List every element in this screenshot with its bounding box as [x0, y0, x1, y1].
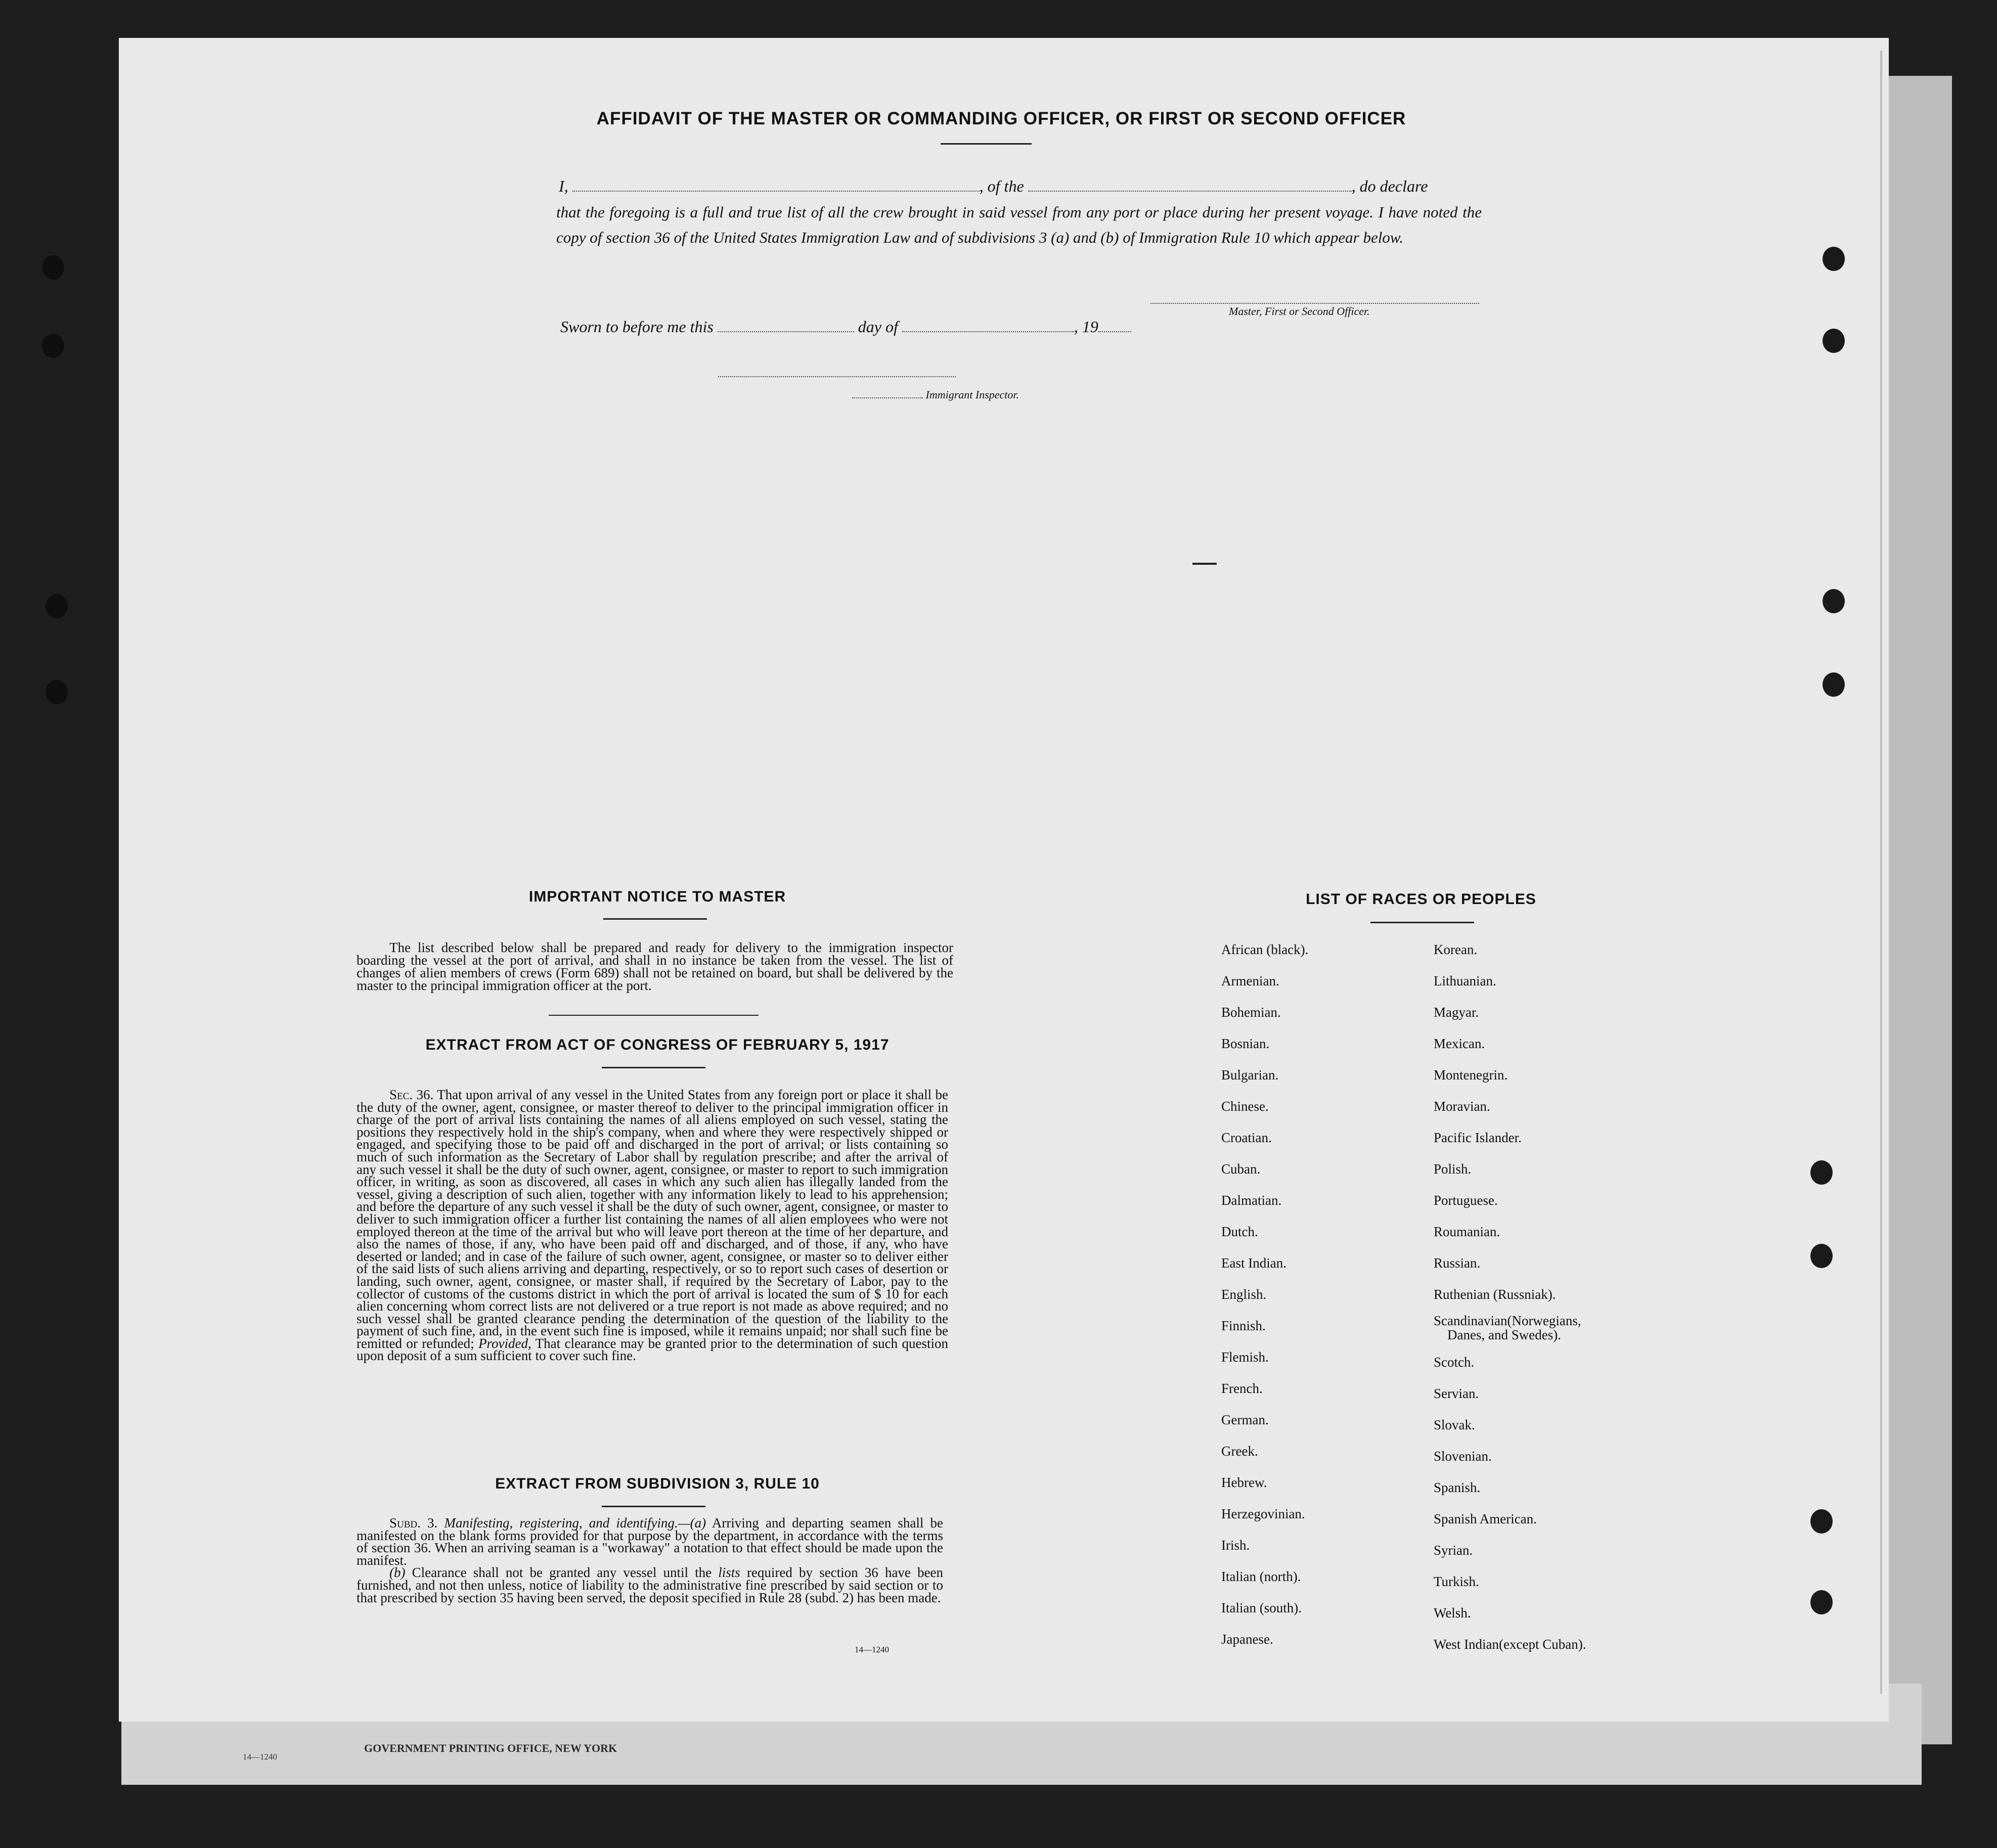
punch-hole-icon: [1810, 1590, 1833, 1614]
rule-extract-title: EXTRACT FROM SUBDIVISION 3, RULE 10: [495, 1475, 820, 1492]
race-item: Korean.: [1434, 942, 1478, 957]
punch-hole-icon: [42, 255, 64, 280]
declarant-name-field[interactable]: [572, 178, 980, 192]
race-item: Scotch.: [1434, 1355, 1475, 1370]
race-item: Dalmatian.: [1221, 1193, 1282, 1208]
race-item: Montenegrin.: [1434, 1067, 1508, 1083]
subdivision-heading: Manifesting, registering, and identifying.—(a): [444, 1515, 706, 1530]
notice-divider: [549, 1015, 759, 1016]
race-item: Herzegovinian.: [1221, 1506, 1305, 1521]
page-fold-line: [1880, 51, 1882, 1694]
race-item: Croatian.: [1221, 1130, 1272, 1145]
affidavit-title: AFFIDAVIT OF THE MASTER OR COMMANDING OFFICER, OR FIRST OR SECOND OFFICER: [596, 109, 1406, 128]
sworn-year-label: , 19: [1074, 318, 1098, 336]
inspector-signature-field[interactable]: [718, 364, 956, 377]
sworn-day-field[interactable]: [718, 319, 854, 332]
race-item: Chinese.: [1221, 1099, 1269, 1114]
races-title-rule: [1370, 922, 1474, 923]
sworn-line: [560, 318, 1131, 336]
paragraph-b-label: (b): [389, 1565, 406, 1581]
act-extract-title: EXTRACT FROM ACT OF CONGRESS OF FEBRUARY 5, 1917: [425, 1036, 890, 1053]
race-item: Greek.: [1221, 1444, 1258, 1459]
race-item: Armenian.: [1221, 973, 1279, 988]
race-item: Irish.: [1221, 1538, 1250, 1553]
sworn-day-label: day of: [858, 318, 898, 336]
master-signature-field[interactable]: [1150, 291, 1479, 304]
inspector-name-field[interactable]: [852, 390, 923, 398]
document-page: [119, 38, 1889, 1722]
declaration-start: I,: [559, 177, 568, 195]
declaration-line: [559, 177, 1428, 196]
race-item: Lithuanian.: [1434, 973, 1496, 988]
race-item: Dutch.: [1221, 1224, 1258, 1239]
notice-title: IMPORTANT NOTICE TO MASTER: [528, 888, 786, 905]
rule-extract-title-rule: [602, 1506, 705, 1507]
races-title: LIST OF RACES OR PEOPLES: [1306, 891, 1536, 908]
punch-hole-icon: [1823, 672, 1845, 697]
race-item: Polish.: [1434, 1161, 1472, 1177]
race-item: African (black).: [1221, 942, 1309, 957]
race-item: Moravian.: [1434, 1099, 1490, 1114]
race-item: Russian.: [1434, 1255, 1481, 1271]
race-item: Flemish.: [1221, 1349, 1269, 1365]
section-label: Sec. 36.: [389, 1087, 434, 1102]
race-item: Slovenian.: [1434, 1449, 1492, 1464]
punch-hole-icon: [1823, 247, 1845, 271]
race-item: German.: [1221, 1412, 1269, 1427]
race-item: Turkish.: [1434, 1574, 1479, 1589]
race-item: Mexican.: [1434, 1036, 1485, 1051]
paragraph-b-part2: required by section 36 have been furnished, and not then unless, notice of liability to the administrative fine prescribed by said section or to that prescribed by section 35 having been served, the deposit specified in Rule 28 (subd. 2) has been made.: [357, 1565, 944, 1605]
provided-label: Provided,: [478, 1335, 531, 1351]
race-item: Spanish.: [1434, 1480, 1481, 1495]
race-item: Portuguese.: [1434, 1193, 1498, 1208]
race-item: Hebrew.: [1221, 1475, 1267, 1490]
punch-hole-icon: [1823, 329, 1845, 353]
race-item: French.: [1221, 1381, 1263, 1396]
race-item: Welsh.: [1434, 1605, 1471, 1620]
inspector-label: Immigrant Inspector.: [925, 388, 1019, 401]
race-item: Bulgarian.: [1221, 1067, 1279, 1083]
vessel-name-field[interactable]: [1028, 178, 1352, 192]
race-item: Roumanian.: [1434, 1224, 1500, 1239]
sworn-prefix: Sworn to before me this: [560, 318, 714, 336]
race-item: West Indian(except Cuban).: [1434, 1637, 1586, 1652]
act-extract-title-rule: [602, 1067, 705, 1068]
punch-hole-icon: [1810, 1244, 1833, 1268]
race-item: Bosnian.: [1221, 1036, 1270, 1051]
race-item: Syrian.: [1434, 1543, 1473, 1558]
race-item: English.: [1221, 1287, 1267, 1302]
race-item: Danes, and Swedes).: [1447, 1327, 1561, 1342]
paragraph-b-part1: Clearance shall not be granted any vessel until the: [412, 1565, 712, 1581]
punch-hole-icon: [46, 680, 68, 704]
race-item: East Indian.: [1221, 1255, 1286, 1271]
section-36-text: That upon arrival of any vessel in the United States from any foreign port or place it shall be the duty of the owner, agent, consignee, or master thereof to deliver to the principal immigration officer in charge of the port of arrival lists containing the names of all aliens employed on such vessel, stating the positions they respectively hold in the ship's company, when and where they were respectively shipped or engaged, and specifying those to be paid off and discharged in the port of arrival; or lists containing so much of such information as the Secretary of Labor shall by regulation prescribe; and after the arrival of any such vessel it shall be the duty of such owner, agent, consignee, or master to report to such immigration officer, in writing, as soon as discovered, all cases in which any such alien has illegally landed from the vessel, giving a description of such alien, together with any information likely to lead to his apprehension; and before the departure of any such vessel it shall be the duty of such owner, agent, consignee, or master to deliver to such immigration officer a further list containing the names of all alien employees who were not employed thereon at the time of the arrival but who will leave port thereon at the time of her departure, and also the names of those, if any, who have been paid off and discharged, and of those, if any, who have deserted or landed; and in case of the failure of such owner, agent, consignee, or master so to deliver either of the said lists of such aliens arriving and departing, respectively, or so to report such cases of desertion or landing, such owner, agent, consignee, or master shall, if required by the Secretary of Labor, pay to the collector of customs of the customs district in which the port of arrival is located the sum of $ 10 for each alien concerning whom correct lists are not delivered or a true report is not made as above required; and no such vessel shall be granted clearance pending the determination of the question of the liability to the payment of such fine, and, in the event such fine is imposed, while it remains unpaid; nor shall such fine be remitted or refunded;: [357, 1087, 948, 1351]
race-item: Italian (north).: [1221, 1569, 1301, 1584]
affidavit-title-rule: [941, 143, 1032, 145]
declaration-end: , do declare: [1351, 177, 1428, 195]
declaration-mid: , of the: [979, 177, 1024, 195]
bottom-form-number: 14—1240: [243, 1752, 277, 1762]
notice-paragraph: The list described below shall be prepared and ready for delivery to the immigration inspector boarding the vessel at the port of arrival, and shall in no instance be taken from the vessel. The list of changes of alien members of crews (Form 689) shall not be retained on board, but shall be delivered by the master to the principal immigration officer at the port.: [357, 940, 953, 993]
race-item: Ruthenian (Russniak).: [1434, 1287, 1556, 1302]
section-36-text-end: That clearance may be granted prior to the determination of such question upon deposit of a sum sufficient to cover such fine.: [357, 1335, 949, 1364]
punch-hole-icon: [46, 594, 68, 618]
paragraph-b-lists: lists: [718, 1565, 740, 1581]
race-item: Pacific Islander.: [1434, 1130, 1522, 1145]
race-item: Spanish American.: [1434, 1511, 1537, 1526]
race-item: Cuban.: [1221, 1161, 1261, 1177]
inspector-line: [852, 388, 1019, 401]
race-item: Japanese.: [1221, 1632, 1273, 1647]
race-item: Scandinavian(Norwegians,: [1434, 1313, 1581, 1328]
race-item: Bohemian.: [1221, 1005, 1281, 1020]
act-extract-text: [357, 1089, 948, 1362]
sworn-year-field[interactable]: [1098, 319, 1131, 332]
punch-hole-icon: [1810, 1160, 1833, 1185]
rule-extract-text: [357, 1517, 943, 1604]
notice-title-rule: [603, 918, 707, 920]
race-item: Magyar.: [1434, 1005, 1479, 1020]
punch-hole-icon: [1810, 1509, 1833, 1534]
race-item: Servian.: [1434, 1386, 1479, 1401]
form-number: 14—1240: [855, 1645, 889, 1654]
race-item: Finnish.: [1221, 1318, 1266, 1333]
master-signature-label: Master, First or Second Officer.: [1229, 305, 1370, 318]
punch-hole-icon: [42, 334, 64, 358]
race-item: Italian (south).: [1221, 1600, 1302, 1615]
bottom-imprint: GOVERNMENT PRINTING OFFICE, NEW YORK: [364, 1742, 617, 1754]
punch-hole-icon: [1823, 589, 1845, 613]
stray-ink-mark: [1192, 563, 1217, 565]
paragraph-a: Arriving and departing seamen shall be manifested on the blank forms provided for that purpose by the department, in accordance with the terms of section 36. When an arriving seaman is a "workaway" a notation to that effect should be made upon the manifest.: [357, 1515, 943, 1568]
affidavit-body: that the foregoing is a full and true list of all the crew brought in said vessel from any port or place during her present voyage. I have noted the copy of section 36 of the United States Immigration Law and of subdivisions 3 (a) and (b) of Immigration Rule 10 which appear below.: [556, 203, 1482, 246]
sworn-month-field[interactable]: [902, 319, 1074, 332]
race-item: Slovak.: [1434, 1417, 1475, 1432]
notice-text: [357, 941, 953, 992]
subdivision-label: Subd. 3.: [389, 1515, 438, 1530]
